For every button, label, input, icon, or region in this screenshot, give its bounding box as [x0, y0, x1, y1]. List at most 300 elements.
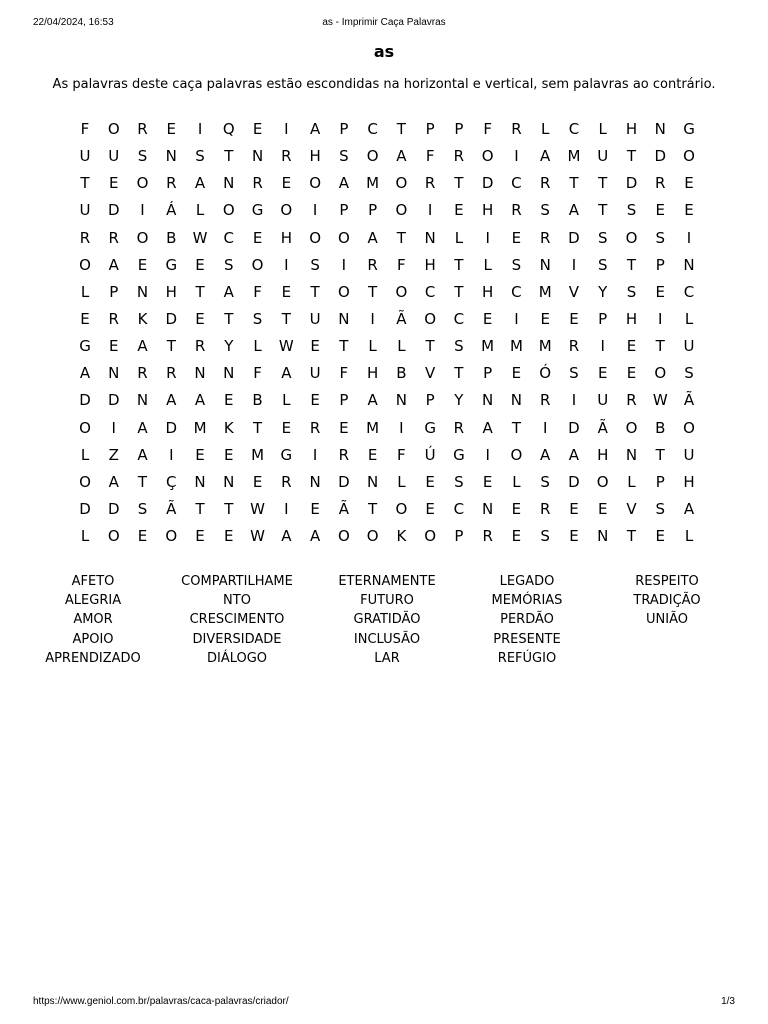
grid-letter: T [368, 282, 378, 301]
grid-letter: N [510, 391, 523, 410]
grid-letter: I [111, 418, 116, 437]
grid-letter: Ç [166, 472, 177, 491]
grid-letter: Q [222, 120, 235, 138]
grid-letter: U [309, 364, 321, 383]
grid-letter: O [337, 228, 350, 247]
grid-letter: D [625, 174, 638, 193]
word-item: AFETO [71, 574, 115, 589]
grid-letter: L [80, 527, 90, 546]
grid-letter: C [453, 499, 465, 518]
grid-letter: C [511, 174, 522, 193]
grid-letter: E [310, 499, 320, 518]
grid-letter: O [337, 282, 350, 301]
grid-letter: A [683, 499, 695, 518]
grid-letter: A [194, 174, 206, 193]
grid-letter: R [453, 418, 465, 437]
grid-letter: O [222, 201, 235, 220]
grid-letter: Z [108, 445, 119, 464]
grid-letter: L [195, 201, 205, 220]
grid-letter: F [80, 120, 90, 138]
grid-letter: O [309, 174, 321, 193]
grid-letter: N [165, 147, 177, 166]
word-search-grid [69, 119, 699, 553]
grid-letter: N [683, 255, 695, 274]
grid-row [69, 146, 699, 173]
grid-letter: I [427, 201, 433, 220]
grid-letter: E [626, 337, 637, 356]
grid-letter: T [511, 418, 521, 437]
grid-letter: S [597, 228, 608, 247]
grid-letter: E [511, 527, 522, 546]
grid-letter: O [136, 174, 149, 193]
grid-letter: A [309, 527, 321, 546]
grid-letter: E [137, 255, 148, 274]
grid-letter: U [597, 147, 609, 166]
grid-letter: E [597, 499, 608, 518]
grid-letter: E [80, 309, 90, 328]
grid-letter: L [80, 282, 90, 301]
grid-letter: R [367, 255, 378, 274]
grid-letter: I [600, 337, 605, 356]
grid-row [69, 119, 699, 146]
grid-letter: D [165, 418, 178, 437]
grid-letter: O [107, 527, 120, 546]
grid-letter: Ã [166, 499, 177, 518]
grid-letter: E [569, 527, 579, 546]
grid-row [69, 526, 699, 553]
word-list [43, 572, 733, 672]
word-item: DIÁLOGO [206, 650, 268, 666]
grid-letter: A [108, 472, 119, 491]
grid-letter: R [539, 174, 551, 193]
grid-row [69, 418, 699, 445]
grid-letter: P [109, 282, 119, 301]
grid-letter: I [284, 499, 289, 518]
grid-letter: O [366, 527, 379, 546]
grid-letter: D [165, 309, 178, 328]
grid-letter: T [396, 120, 406, 138]
grid-letter: R [453, 147, 465, 166]
grid-letter: H [280, 228, 292, 247]
grid-letter: D [568, 418, 580, 437]
grid-letter: C [367, 120, 378, 138]
grid-letter: T [598, 201, 608, 220]
grid-letter: C [568, 120, 580, 138]
grid-letter: I [341, 255, 347, 274]
grid-letter: N [194, 364, 206, 383]
grid-letter: N [539, 255, 551, 274]
grid-letter: F [425, 147, 435, 166]
grid-letter: E [339, 418, 349, 437]
grid-letter: E [684, 174, 694, 193]
grid-letter: T [281, 309, 291, 328]
grid-letter: I [514, 147, 519, 166]
grid-letter: N [309, 472, 321, 491]
page-title: as [373, 42, 395, 61]
grid-letter: V [568, 282, 580, 301]
grid-letter: T [626, 255, 637, 274]
print-header [0, 0, 768, 36]
grid-letter: H [482, 282, 494, 301]
grid-letter: P [425, 391, 435, 410]
grid-letter: Ã [338, 499, 349, 518]
grid-letter: A [540, 147, 551, 166]
grid-letter: S [224, 255, 234, 274]
grid-letter: L [684, 309, 694, 328]
grid-letter: F [253, 364, 262, 383]
grid-letter: R [511, 201, 522, 220]
grid-letter: E [454, 201, 464, 220]
word-item: PERDÃO [500, 612, 554, 628]
grid-letter: N [366, 472, 379, 491]
grid-letter: L [397, 472, 406, 491]
grid-letter: D [107, 201, 120, 220]
grid-letter: E [511, 228, 522, 247]
grid-letter: N [223, 174, 235, 193]
grid-letter: T [454, 255, 464, 274]
grid-letter: B [166, 228, 177, 247]
grid-letter: D [338, 472, 350, 491]
grid-letter: E [597, 364, 608, 383]
grid-letter: R [338, 445, 350, 464]
print-footer [0, 990, 768, 1010]
grid-letter: A [194, 391, 206, 410]
grid-letter: U [309, 309, 321, 328]
word-item: RESPEITO [635, 574, 699, 589]
print-page-title: as - Imprimir Caça Palavras [322, 17, 446, 28]
grid-letter: Ú [424, 445, 436, 464]
grid-letter: T [224, 499, 234, 518]
grid-letter: I [571, 255, 577, 274]
grid-letter: U [683, 337, 695, 356]
grid-letter: E [224, 391, 234, 410]
grid-letter: K [137, 309, 148, 328]
grid-row [69, 173, 699, 200]
grid-letter: M [538, 282, 552, 301]
grid-letter: H [683, 472, 695, 491]
grid-letter: O [654, 364, 667, 383]
grid-letter: H [165, 282, 177, 301]
grid-letter: T [598, 174, 608, 193]
grid-letter: I [197, 120, 203, 138]
grid-letter: T [454, 174, 464, 193]
grid-letter: E [367, 445, 378, 464]
grid-letter: N [108, 364, 120, 383]
grid-letter: L [541, 120, 550, 138]
grid-letter: M [366, 174, 380, 193]
grid-letter: L [253, 337, 262, 356]
grid-letter: S [655, 228, 665, 247]
grid-letter: R [568, 337, 580, 356]
grid-letter: I [686, 228, 692, 247]
grid-letter: C [511, 282, 522, 301]
grid-letter: E [281, 174, 292, 193]
grid-letter: S [252, 309, 263, 328]
grid-letter: S [137, 147, 148, 166]
grid-letter: O [79, 418, 91, 437]
grid-letter: T [310, 282, 320, 301]
grid-letter: R [281, 147, 292, 166]
grid-letter: U [683, 445, 695, 464]
grid-letter: B [655, 418, 666, 437]
grid-letter: M [567, 147, 581, 166]
grid-letter: T [569, 174, 579, 193]
grid-letter: E [511, 364, 522, 383]
grid-letter: D [107, 391, 120, 410]
grid-letter: O [395, 282, 408, 301]
grid-letter: A [367, 391, 378, 410]
grid-letter: A [281, 364, 292, 383]
grid-letter: N [482, 499, 494, 518]
grid-letter: L [397, 337, 406, 356]
grid-letter: K [396, 527, 407, 546]
grid-letter: I [284, 255, 289, 274]
grid-letter: R [539, 499, 551, 518]
grid-letter: T [425, 337, 435, 356]
grid-letter: N [223, 472, 235, 491]
grid-letter: E [224, 445, 234, 464]
grid-letter: T [655, 337, 665, 356]
grid-letter: E [540, 309, 550, 328]
grid-letter: O [596, 472, 609, 491]
grid-letter: U [79, 147, 91, 166]
grid-letter: E [109, 337, 119, 356]
grid-letter: O [395, 201, 408, 220]
grid-letter: Ã [396, 309, 407, 328]
grid-letter: O [683, 418, 695, 437]
grid-letter: T [252, 418, 263, 437]
grid-letter: A [568, 201, 580, 220]
grid-letter: E [655, 201, 665, 220]
grid-letter: E [195, 445, 205, 464]
word-column [597, 572, 737, 630]
grid-letter: R [539, 228, 551, 247]
grid-letter: E [195, 309, 205, 328]
grid-letter: H [366, 364, 379, 383]
grid-letter: T [655, 445, 665, 464]
grid-letter: N [223, 364, 235, 383]
grid-letter: I [658, 309, 663, 328]
word-item: INCLUSÃO [353, 631, 421, 647]
word-item: NTO [223, 593, 251, 609]
grid-letter: Ã [683, 391, 695, 410]
grid-letter: P [598, 309, 608, 328]
grid-letter: I [284, 120, 289, 138]
grid-letter: O [683, 147, 695, 166]
grid-letter: E [310, 337, 320, 356]
grid-letter: I [399, 418, 404, 437]
grid-letter: P [454, 527, 464, 546]
grid-letter: I [514, 309, 519, 328]
grid-letter: I [485, 445, 490, 464]
grid-letter: V [425, 364, 436, 383]
grid-letter: E [684, 201, 694, 220]
grid-letter: P [339, 391, 349, 410]
grid-letter: R [252, 174, 263, 193]
grid-letter: P [655, 472, 665, 491]
grid-letter: R [108, 228, 119, 247]
instructions-text: As palavras deste caça palavras estão escondidas na horizontal e vertical, sem palavras ao contrário. [52, 77, 716, 92]
grid-letter: E [195, 255, 205, 274]
word-item: GRATIDÃO [353, 612, 421, 628]
grid-letter: U [79, 201, 91, 220]
grid-letter: G [251, 201, 264, 220]
grid-letter: F [397, 445, 406, 464]
grid-letter: S [454, 472, 464, 491]
word-column [457, 572, 597, 668]
grid-letter: E [569, 499, 579, 518]
grid-letter: I [312, 445, 318, 464]
grid-letter: Y [598, 282, 608, 301]
grid-letter: D [568, 472, 580, 491]
grid-letter: T [80, 174, 90, 193]
grid-letter: N [136, 391, 149, 410]
grid-letter: D [107, 499, 120, 518]
grid-letter: O [337, 527, 350, 546]
grid-letter: A [223, 282, 234, 301]
grid-letter: R [511, 120, 522, 138]
grid-letter: R [166, 174, 177, 193]
grid-letter: E [224, 527, 234, 546]
grid-letter: N [424, 228, 436, 247]
grid-letter: A [79, 364, 91, 383]
grid-row [69, 282, 699, 309]
grid-letter: L [483, 255, 492, 274]
grid-letter: E [482, 472, 493, 491]
grid-letter: E [626, 364, 637, 383]
grid-letter: W [278, 337, 294, 356]
grid-letter: R [108, 309, 119, 328]
grid-letter: E [281, 282, 292, 301]
grid-letter: M [509, 337, 523, 356]
grid-row [69, 363, 699, 390]
grid-letter: T [137, 472, 148, 491]
grid-letter: N [194, 472, 206, 491]
grid-letter: O [79, 255, 91, 274]
grid-letter: L [282, 391, 291, 410]
word-item: APRENDIZADO [45, 650, 141, 666]
grid-letter: N [654, 120, 666, 138]
grid-letter: Ã [597, 418, 608, 437]
grid-letter: C [453, 309, 465, 328]
grid-letter: P [425, 120, 435, 138]
grid-letter: D [654, 147, 667, 166]
grid-letter: A [396, 147, 407, 166]
grid-letter: S [195, 147, 205, 166]
grid-letter: R [539, 391, 551, 410]
grid-letter: N [625, 445, 638, 464]
grid-letter: O [366, 147, 379, 166]
word-item: AMOR [73, 612, 113, 628]
grid-letter: E [252, 120, 263, 138]
word-item: CRESCIMENTO [189, 612, 285, 628]
grid-letter: A [540, 445, 551, 464]
grid-letter: P [655, 255, 665, 274]
grid-letter: W [652, 391, 668, 410]
grid-letter: N [251, 147, 264, 166]
grid-letter: R [137, 120, 148, 138]
grid-letter: I [312, 201, 318, 220]
grid-letter: R [482, 527, 493, 546]
grid-letter: T [339, 337, 349, 356]
grid-letter: P [368, 201, 378, 220]
grid-letter: P [339, 120, 349, 138]
grid-letter: E [310, 391, 320, 410]
grid-letter: G [424, 418, 436, 437]
grid-letter: V [626, 499, 637, 518]
grid-row [69, 390, 699, 417]
grid-letter: M [193, 418, 207, 437]
grid-letter: B [252, 391, 263, 410]
grid-letter: E [425, 472, 435, 491]
grid-letter: O [510, 445, 523, 464]
grid-letter: O [280, 201, 293, 220]
grid-letter: I [485, 228, 490, 247]
grid-letter: L [684, 527, 694, 546]
grid-letter: H [424, 255, 436, 274]
grid-letter: A [482, 418, 493, 437]
grid-letter: A [338, 174, 349, 193]
grid-letter: R [655, 174, 666, 193]
grid-letter: T [454, 282, 464, 301]
grid-letter: A [137, 337, 148, 356]
grid-row [69, 309, 699, 336]
grid-letter: I [140, 201, 145, 220]
grid-letter: S [540, 201, 550, 220]
grid-letter: A [137, 418, 148, 437]
grid-row [69, 499, 699, 526]
grid-letter: M [538, 337, 552, 356]
grid-letter: D [568, 228, 580, 247]
grid-letter: L [512, 472, 521, 491]
grid-letter: F [339, 364, 349, 383]
word-item: ETERNAMENTE [338, 574, 436, 589]
grid-letter: N [395, 391, 407, 410]
grid-letter: P [483, 364, 493, 383]
grid-letter: T [166, 337, 176, 356]
grid-letter: O [165, 527, 178, 546]
grid-letter: A [108, 255, 119, 274]
grid-letter: O [625, 228, 638, 247]
grid-letter: T [195, 282, 205, 301]
grid-letter: D [79, 391, 91, 410]
grid-letter: B [396, 364, 407, 383]
grid-letter: R [424, 174, 436, 193]
word-column [167, 572, 307, 668]
grid-letter: Y [454, 391, 464, 410]
grid-letter: A [367, 228, 378, 247]
grid-letter: C [223, 228, 235, 247]
grid-letter: H [482, 201, 494, 220]
word-column [317, 572, 457, 668]
grid-row [69, 445, 699, 472]
word-item: REFÚGIO [497, 650, 557, 666]
grid-letter: I [542, 418, 548, 437]
grid-letter: E [482, 309, 493, 328]
grid-letter: S [684, 364, 694, 383]
grid-letter: U [108, 147, 120, 166]
grid-letter: R [79, 228, 91, 247]
grid-letter: O [79, 472, 91, 491]
page-number: 1/3 [721, 996, 735, 1007]
grid-letter: M [366, 418, 380, 437]
grid-letter: Y [224, 337, 234, 356]
grid-letter: L [627, 472, 636, 491]
grid-letter: S [454, 337, 464, 356]
grid-letter: A [309, 120, 321, 138]
grid-letter: T [368, 499, 378, 518]
word-item: PRESENTE [493, 631, 561, 647]
